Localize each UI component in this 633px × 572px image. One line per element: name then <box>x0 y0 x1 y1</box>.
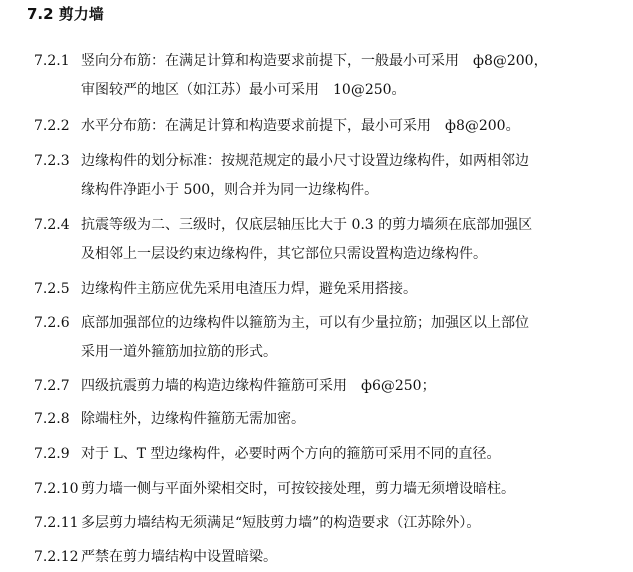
clause-line: 多层剪力墙结构无须满足“短肢剪力墙”的构造要求（江苏除外）。 <box>81 515 481 531</box>
clause-number: 7.2.12 <box>34 549 79 565</box>
section-title: 7.2 剪力墙 <box>27 5 104 23</box>
clause-7-2-2 <box>34 112 629 141</box>
clause-body <box>81 309 629 367</box>
clause-7-2-6 <box>34 309 629 367</box>
clause-line: 底部加强部位的边缘构件以箍筋为主，可以有少量拉筋；加强区以上部位 <box>81 315 529 331</box>
clause-7-2-11 <box>34 509 629 538</box>
clause-body <box>81 405 629 434</box>
clause-line: 及相邻上一层设约束边缘构件，其它部位只需设置构造边缘构件。 <box>81 246 487 262</box>
clause-line: 除端柱外，边缘构件箍筋无需加密。 <box>81 411 305 427</box>
clause-line: 抗震等级为二、三级时，仅底层轴压比大于 0.3 的剪力墙须在底部加强区 <box>81 217 533 233</box>
clause-number: 7.2.8 <box>34 411 70 427</box>
clause-number: 7.2.4 <box>34 217 70 233</box>
clause-number: 7.2.3 <box>34 153 70 169</box>
clause-line: 审图较严的地区（如江苏）最小可采用 10@250。 <box>81 82 406 98</box>
clause-line: 严禁在剪力墙结构中设置暗梁。 <box>81 549 277 565</box>
clause-number: 7.2.7 <box>34 378 70 394</box>
clause-body <box>81 275 629 304</box>
clause-7-2-7 <box>34 372 629 401</box>
clause-number: 7.2.10 <box>34 481 79 497</box>
clause-number: 7.2.1 <box>34 53 70 69</box>
clause-body <box>81 509 629 538</box>
clause-7-2-4 <box>34 211 629 269</box>
clause-7-2-5 <box>34 275 629 304</box>
clause-number: 7.2.9 <box>34 446 70 462</box>
clause-7-2-12 <box>34 543 629 572</box>
clause-line: 水平分布筋：在满足计算和构造要求前提下，最小可采用 ф8@200。 <box>81 118 520 134</box>
clause-7-2-1 <box>34 47 629 105</box>
clause-7-2-10 <box>34 475 629 504</box>
clause-line: 对于 L、T 型边缘构件，必要时两个方向的箍筋可采用不同的直径。 <box>81 446 501 462</box>
clause-line: 边缘构件主筋应优先采用电渣压力焊，避免采用搭接。 <box>81 281 417 297</box>
clause-body <box>81 147 629 205</box>
clause-line: 四级抗震剪力墙的构造边缘构件箍筋可采用 ф6@250； <box>81 378 436 394</box>
clause-7-2-3 <box>34 147 629 205</box>
clause-number: 7.2.5 <box>34 281 70 297</box>
clause-body <box>81 475 629 504</box>
clause-7-2-9 <box>34 440 629 469</box>
clause-body <box>81 440 629 469</box>
clause-body <box>81 543 629 572</box>
clause-line: 竖向分布筋：在满足计算和构造要求前提下，一般最小可采用 ф8@200， <box>81 53 548 69</box>
clause-line: 采用一道外箍筋加拉筋的形式。 <box>81 344 277 360</box>
clause-body <box>81 211 629 269</box>
clause-body <box>81 112 629 141</box>
clause-body <box>81 372 629 401</box>
clause-number: 7.2.2 <box>34 118 70 134</box>
clause-number: 7.2.6 <box>34 315 70 331</box>
clause-line: 边缘构件的划分标准：按规范规定的最小尺寸设置边缘构件，如两相邻边 <box>81 153 529 169</box>
clause-line: 缘构件净距小于 500，则合并为同一边缘构件。 <box>81 182 379 198</box>
clause-line: 剪力墙一侧与平面外梁相交时，可按铰接处理，剪力墙无须增设暗柱。 <box>81 481 515 497</box>
clause-number: 7.2.11 <box>34 515 79 531</box>
clause-body <box>81 47 629 105</box>
clause-7-2-8 <box>34 405 629 434</box>
